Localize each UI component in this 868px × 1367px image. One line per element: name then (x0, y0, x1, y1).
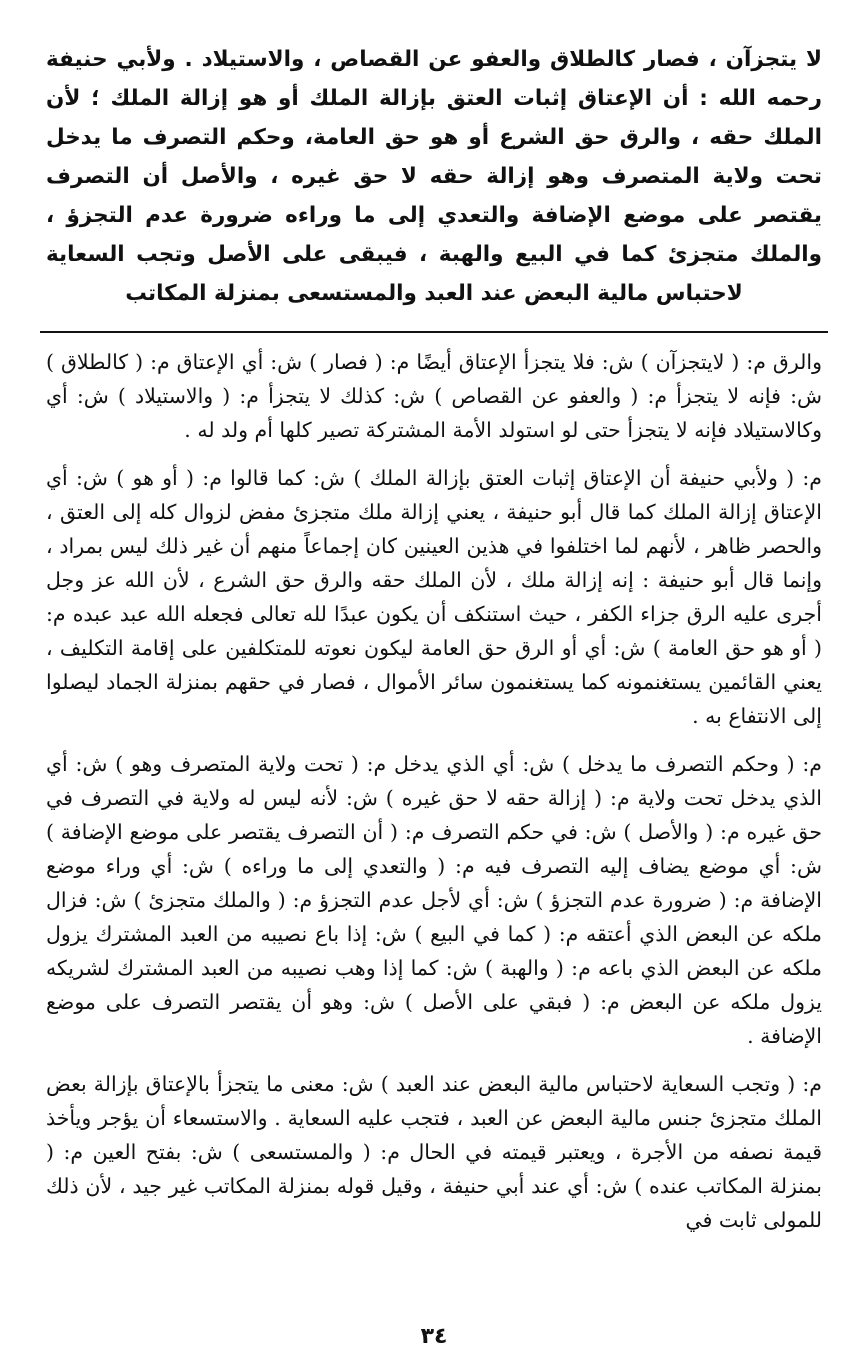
commentary (40, 345, 828, 1237)
matn-text: لا يتجزآن ، فصار كالطلاق والعفو عن القصاص ، والاستيلاد . ولأبي حنيفة رحمه الله : أن الإعتاق إثبات العتق بإزالة الملك أو هو إزالة الملك ؛ لأن الملك حقه ، والرق حق الشرع أو هو حق العامة، وحكم التصرف ما يدخل تحت ولاية المتصرف وهو إزالة حقه لا حق غيره ، والأصل أن التصرف يقتصر على موضع الإضافة والتعدي إلى ما وراءه ضرورة عدم التجزؤ ، والملك متجزئ كما في البيع والهبة ، فيبقى على الأصل وتجب السعاية لاحتباس مالية البعض عند العبد والمستسعى بمنزلة المكاتب (46, 47, 822, 306)
commentary-paragraph: م: ( ولأبي حنيفة أن الإعتاق إثبات العتق بإزالة الملك ) ش: كما قالوا م: ( أو هو ) ش: أي الإعتاق إزالة الملك كما قال أبو حنيفة ، يعني إزالة ملك متجزئ مفض لزوال كله إلى العتق ، والحصر ظاهر ، لأنهم لما اختلفوا في هذين العينين كان إجماعاً منهم أن غير ذلك ليس بمراد ، وإنما قال أبو حنيفة : إنه إزالة ملك ، لأن الملك حقه والرق حق الشرع ، لأن الله عز وجل أجرى عليه الرق جزاء الكفر ، حيث استنكف أن يكون عبدًا لله تعالى فجعله الله عبد عبده م: ( أو هو حق العامة ) ش: أي أو الرق حق العامة ليكون نعوته للمتكلفين على إقامة التكليف ، يعني القائمين يستغنمونه كما يستغنمون سائر الأموال ، فصار في حقهم بمنزلة الجماد ليصلوا إلى الانتفاع به . (46, 466, 822, 728)
page-number: ٣٤ (420, 1324, 448, 1349)
commentary-paragraph: والرق م: ( لايتجزآن ) ش: فلا يتجزأ الإعتاق أيضًا م: ( فصار ) ش: أي الإعتاق م: ( كالطلاق ) ش: فإنه لا يتجزأ م: ( والعفو عن القصاص ) ش: كذلك لا يتجزأ م: ( والاستيلاد ) ش: أي وكالاستيلاد فإنه لا يتجزأ حتى لو استولد الأمة المشتركة تصير كلها أم ولد له . (46, 350, 822, 442)
book-page (40, 40, 828, 1337)
commentary-paragraph: م: ( وتجب السعاية لاحتباس مالية البعض عند العبد ) ش: معنى ما يتجزأ بالإعتاق بإزالة بعض الملك متجزئ جنس مالية البعض عن العبد ، فتجب عليه السعاية . والاستسعاء أن يؤجر ويأخذ قيمة نصفه من الأجرة ، ويعتبر قيمته في الحال م: ( والمستسعى ) ش: بفتح العين م: ( بمنزلة المكاتب عنده ) ش: أي عند أبي حنيفة ، وقيل قوله بمنزلة المكاتب غير جيد ، لأن ذلك للمولى ثابت في (46, 1072, 822, 1232)
commentary-paragraph: م: ( وحكم التصرف ما يدخل ) ش: أي الذي يدخل م: ( تحت ولاية المتصرف وهو ) ش: أي الذي يدخل تحت ولاية م: ( إزالة حقه لا حق غيره ) ش: لأنه ليس له ولاية في التصرف في حق غيره م: ( والأصل ) ش: في حكم التصرف م: ( أن التصرف يقتصر على موضع الإضافة ) ش: أي موضع يضاف إليه التصرف فيه م: ( والتعدي إلى ما وراءه ) ش: أي وراء موضع الإضافة م: ( ضرورة عدم التجزؤ ) ش: أي لأجل عدم التجزؤ م: ( والملك متجزئ ) ش: فزال ملكه عن البعض الذي أعتقه م: ( كما في البيع ) ش: إذا باع نصيبه من العبد المشترك يزول ملكه عن البعض الذي باعه م: ( والهبة ) ش: كما إذا وهب نصيبه من العبد المشترك لشريكه يزول ملكه عن البعض م: ( فبقي على الأصل ) ش: وهو أن يقتصر التصرف على موضع الإضافة . (46, 752, 822, 1048)
text-divider (40, 331, 828, 333)
